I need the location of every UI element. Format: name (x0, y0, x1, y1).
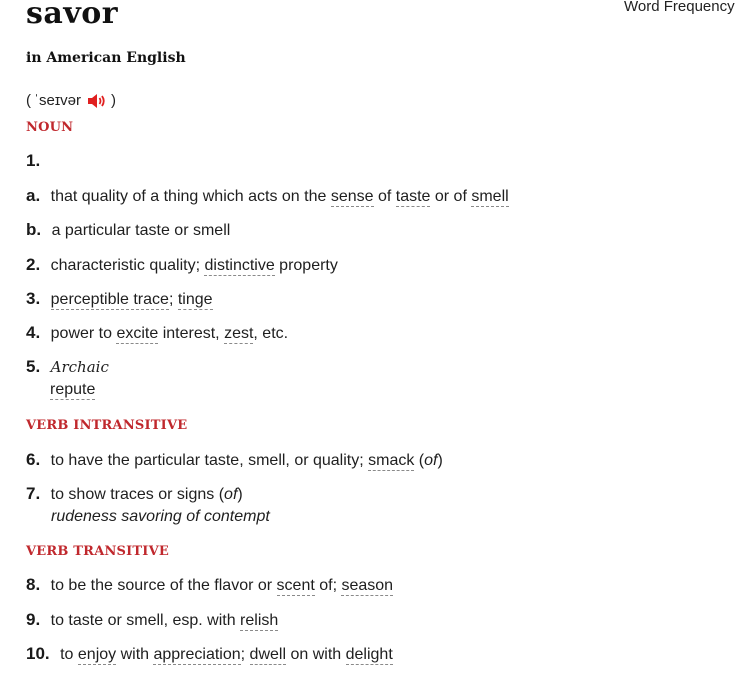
link-delight[interactable]: delight (345, 646, 393, 663)
grammar-note: of (224, 486, 238, 503)
pronunciation (26, 92, 116, 109)
sense-number: b. (26, 220, 42, 239)
dialect-label: in American English (26, 50, 186, 66)
sense-number: 8. (26, 575, 41, 594)
definition-text: characteristic quality; (50, 257, 205, 274)
sense-8 (26, 575, 393, 595)
link-smell[interactable]: smell (471, 188, 509, 205)
definition-text: or of (430, 188, 472, 205)
sense-4 (26, 323, 288, 343)
sense-1a (26, 186, 509, 206)
usage-label-archaic: Archaic (50, 358, 109, 376)
sense-number: 1. (26, 151, 41, 170)
definition-text: , etc. (253, 325, 289, 342)
link-enjoy[interactable]: enjoy (77, 646, 117, 663)
sense-number: 4. (26, 323, 41, 342)
link-scent[interactable]: scent (276, 577, 315, 594)
sense-number: 7. (26, 484, 41, 503)
definition-text: that quality of a thing which acts on the (50, 188, 331, 205)
sense-number: 5. (26, 357, 41, 376)
link-perceptible-trace[interactable]: perceptible trace (50, 291, 169, 308)
pron-open-paren: ( (26, 92, 31, 109)
link-sense[interactable]: sense (330, 188, 374, 205)
sense-number: 9. (26, 610, 41, 629)
grammar-note: of (424, 452, 438, 469)
sense-3 (26, 289, 213, 309)
sense-2 (26, 255, 338, 275)
link-taste[interactable]: taste (395, 188, 431, 205)
sense-1b (26, 220, 230, 240)
definition-text: on with (286, 646, 346, 663)
definition-text: of; (314, 577, 342, 594)
link-appreciation[interactable]: appreciation (153, 646, 241, 663)
definition-text: ; (240, 646, 250, 663)
pos-verb-transitive: VERB TRANSITIVE (26, 544, 169, 559)
sense-5 (26, 357, 109, 399)
link-relish[interactable]: relish (240, 612, 279, 629)
pron-close-paren: ) (111, 92, 117, 109)
sense-number: 3. (26, 289, 41, 308)
sense-9 (26, 610, 278, 630)
link-repute[interactable]: repute (50, 381, 96, 398)
definition-text: with (116, 646, 154, 663)
definition-text: a particular taste or smell (51, 222, 231, 239)
pos-noun: NOUN (26, 120, 74, 135)
link-excite[interactable]: excite (116, 325, 159, 342)
definition-text: ; (168, 291, 178, 308)
definition-text: to show traces or signs (50, 486, 215, 503)
definition-text: to have the particular taste, smell, or quality; (50, 452, 369, 469)
word-frequency-link[interactable]: Word Frequency (624, 0, 735, 15)
pos-verb-intransitive: VERB INTRANSITIVE (26, 418, 188, 433)
sense-6: 6. to have the particular taste, smell, or quality; smack (of) (26, 450, 443, 469)
definition-text: to be the source of the flavor or (50, 577, 277, 594)
sense-7: 7. to show traces or signs (of) rudeness savoring of contempt (26, 484, 270, 525)
link-zest[interactable]: zest (224, 325, 254, 342)
pron-ipa: ˈseɪvər (34, 92, 82, 109)
link-tinge[interactable]: tinge (177, 291, 213, 308)
definition-text: power to (50, 325, 117, 342)
definition-text: of (373, 188, 396, 205)
link-dwell[interactable]: dwell (249, 646, 287, 663)
sense-number: 2. (26, 255, 41, 274)
headword: savor (26, 0, 119, 31)
sense-1 (26, 151, 40, 171)
sense-number: a. (26, 186, 41, 205)
definition-text: interest, (158, 325, 225, 342)
link-distinctive[interactable]: distinctive (204, 257, 275, 274)
link-season[interactable]: season (341, 577, 394, 594)
link-smack[interactable]: smack (368, 452, 415, 469)
sense-number: 6. (26, 450, 41, 469)
example-sentence: rudeness savoring of contempt (51, 508, 270, 525)
definition-text: property (274, 257, 338, 274)
sense-number: 10. (26, 644, 50, 663)
definition-text: to (60, 646, 78, 663)
speaker-icon[interactable] (87, 93, 107, 109)
definition-text: to taste or smell, esp. with (50, 612, 241, 629)
sense-10 (26, 644, 393, 664)
